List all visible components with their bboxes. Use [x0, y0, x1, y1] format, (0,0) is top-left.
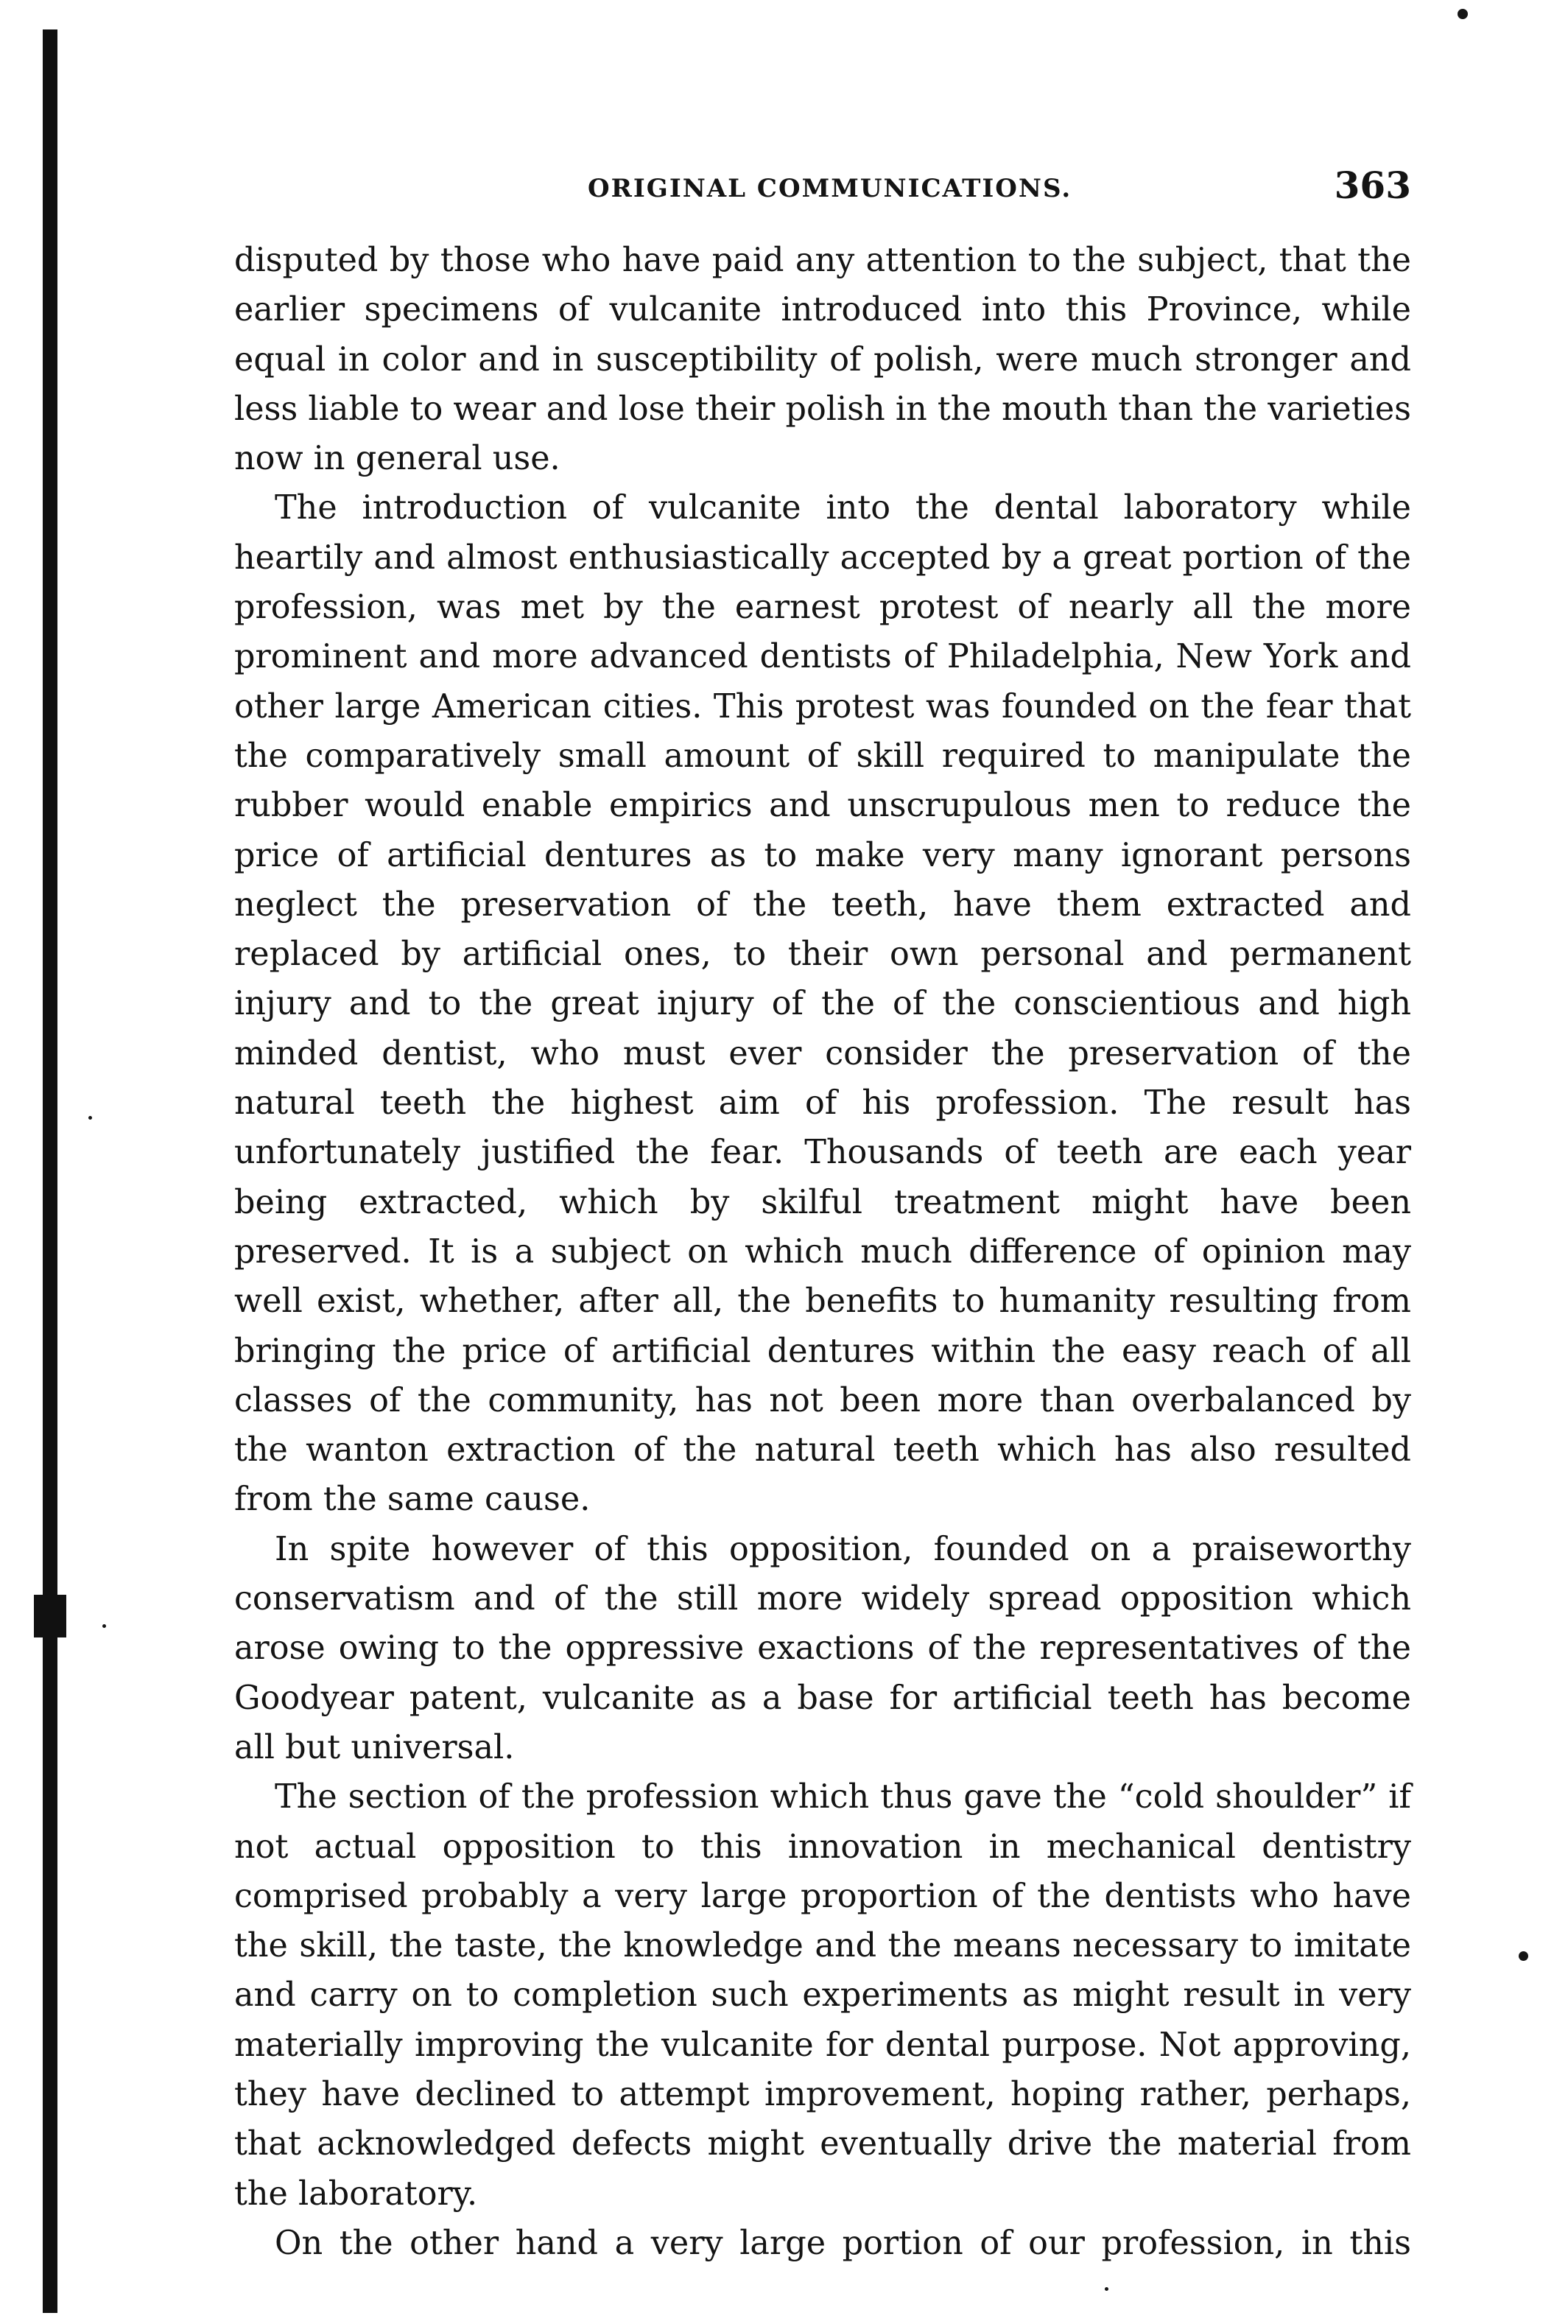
ink-speck — [1105, 2287, 1108, 2291]
ink-speck — [1458, 9, 1468, 19]
ink-speck — [88, 1116, 92, 1120]
left-margin-rule — [43, 29, 57, 2313]
running-header — [234, 164, 1411, 218]
paragraph: On the other hand a very large portion of our profession, in this — [275, 2224, 1411, 2262]
left-margin-mark — [34, 1595, 66, 1637]
ink-speck — [102, 1624, 106, 1628]
running-title: ORIGINAL COMMUNICATIONS. — [588, 174, 1072, 203]
paragraph: The section of the profession which thus gave the “cold shoulder” if not actual opposition to this innovation in mechanical dentistry comprised probably a very large proportion of the dentists who have the skill, the taste, the knowledge and the means necessary to imitate and carry on to completion such experiments as might result in very materially improving the vulcanite for dental purpose. Not approving, they have declined to attempt improvement, hoping rather, perhaps, that acknowledged defects might eventually drive the material from the laboratory. — [234, 1778, 1411, 2213]
paragraph: disputed by those who have paid any attention to the subject, that the earlier specimens of vulcanite introduced into this Province, while equal in color and in susceptibility of polish, were much stronger and less liable to wear and lose their polish in the mouth than the varieties now in general use. — [234, 242, 1411, 478]
ink-speck — [1519, 1951, 1528, 1961]
paragraph: In spite however of this opposition, founded on a praiseworthy conservatism and of the still more widely spread opposition which arose owing to the oppressive exactions of the representatives of the Goodyear patent, vulcanite as a base for artificial teeth has become all but universal. — [234, 1530, 1411, 1766]
page-number: 363 — [1334, 164, 1411, 207]
paragraph: The introduction of vulcanite into the dental laboratory while heartily and almost enthusiastically accepted by a great portion of the profession, was met by the earnest protest of nearly all the more prominent and more advanced dentists of Philadelphia, New York and other large American cities. This protest was founded on the fear that the comparatively small amount of skill required to manipulate the rubber would enable empirics and unscrupulous men to reduce the price of artificial dentures as to make very many ignorant persons neglect the preservation of the teeth, have them extracted and replaced by artificial ones, to their own personal and permanent injury and to the great injury of the of the conscientious and high minded dentist, who must ever consider the preservation of the natural teeth the highest aim of his profession. The result has unfortunately justified the fear. Thousands of teeth are each year being extracted, which by skilful treatment might have been preserved. It is a subject on which much difference of opinion may well exist, whether, after all, the benefits to humanity resulting from bringing the price of artificial dentures within the easy reach of all classes of the community, has not been more than overbalanced by the wanton extraction of the natural teeth which has also resulted from the same cause. — [234, 489, 1411, 1519]
book-page — [234, 164, 1411, 2268]
